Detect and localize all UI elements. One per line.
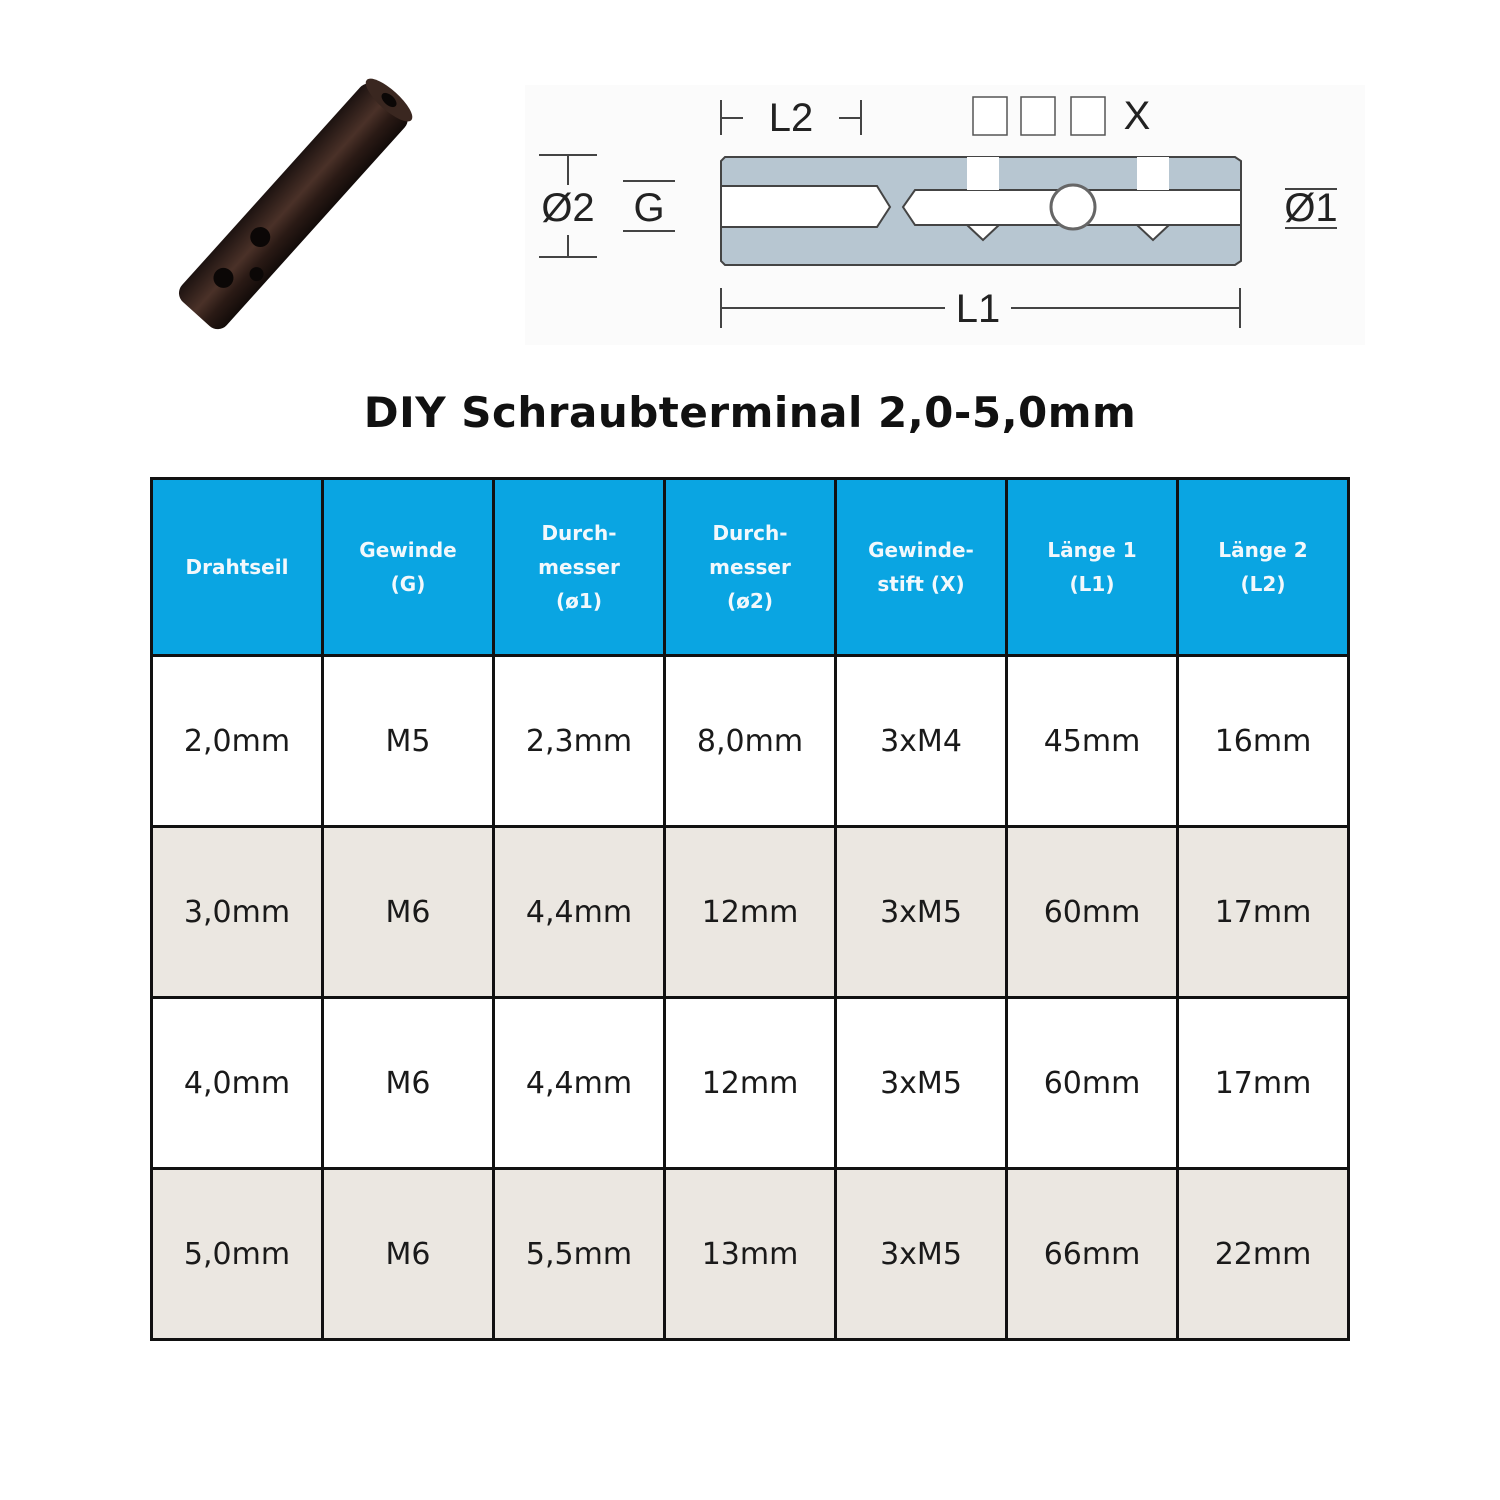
table-row bbox=[152, 1169, 1349, 1340]
table-cell: M6 bbox=[323, 1169, 494, 1340]
column-header-line: Drahtseil bbox=[185, 555, 289, 579]
table-cell: 8,0mm bbox=[665, 656, 836, 827]
table-cell: 17mm bbox=[1178, 827, 1349, 998]
table-row bbox=[152, 827, 1349, 998]
column-header-line: Länge 1 bbox=[1047, 538, 1137, 562]
table-cell: 22mm bbox=[1178, 1169, 1349, 1340]
column-header-line: (L1) bbox=[1069, 572, 1115, 596]
table-cell: 3xM5 bbox=[836, 827, 1007, 998]
column-header-line: Gewinde- bbox=[868, 538, 974, 562]
table-cell: 12mm bbox=[665, 998, 836, 1169]
column-header bbox=[836, 479, 1007, 656]
label-d2: Ø2 bbox=[541, 186, 595, 230]
column-header-line: stift (X) bbox=[877, 572, 965, 596]
column-header bbox=[152, 479, 323, 656]
column-header-line: Länge 2 bbox=[1218, 538, 1308, 562]
column-header bbox=[323, 479, 494, 656]
table-cell: 66mm bbox=[1007, 1169, 1178, 1340]
table-cell: 4,0mm bbox=[152, 998, 323, 1169]
column-header-line: (G) bbox=[390, 572, 426, 596]
table-cell: M5 bbox=[323, 656, 494, 827]
column-header-line: Durch- bbox=[712, 521, 788, 545]
table-cell: M6 bbox=[323, 998, 494, 1169]
table-cell: 5,5mm bbox=[494, 1169, 665, 1340]
label-l1: L1 bbox=[955, 287, 1001, 331]
column-header-line: (ø1) bbox=[556, 589, 602, 613]
column-header-line: Durch- bbox=[541, 521, 617, 545]
label-d1: Ø1 bbox=[1284, 186, 1338, 230]
table-cell: M6 bbox=[323, 827, 494, 998]
table-cell: 16mm bbox=[1178, 656, 1349, 827]
table-cell: 17mm bbox=[1178, 998, 1349, 1169]
label-g: G bbox=[633, 186, 665, 230]
table-cell: 5,0mm bbox=[152, 1169, 323, 1340]
table-row bbox=[152, 998, 1349, 1169]
spec-table bbox=[150, 477, 1350, 1341]
label-x: X bbox=[1123, 94, 1151, 138]
table-cell: 45mm bbox=[1007, 656, 1178, 827]
column-header bbox=[1007, 479, 1178, 656]
table-header-row bbox=[152, 479, 1349, 656]
column-header bbox=[665, 479, 836, 656]
label-l2: L2 bbox=[768, 96, 814, 140]
column-header bbox=[494, 479, 665, 656]
table-cell: 4,4mm bbox=[494, 827, 665, 998]
table-cell: 60mm bbox=[1007, 827, 1178, 998]
column-header-line: messer bbox=[538, 555, 620, 579]
page-title: DIY Schraubterminal 2,0-5,0mm bbox=[363, 388, 1137, 437]
table-cell: 3xM5 bbox=[836, 998, 1007, 1169]
column-header-line: messer bbox=[709, 555, 791, 579]
product-photo bbox=[130, 60, 450, 360]
column-header bbox=[1178, 479, 1349, 656]
table-cell: 3xM4 bbox=[836, 656, 1007, 827]
table-cell: 2,3mm bbox=[494, 656, 665, 827]
table-cell: 2,0mm bbox=[152, 656, 323, 827]
table-cell: 13mm bbox=[665, 1169, 836, 1340]
table-cell: 60mm bbox=[1007, 998, 1178, 1169]
table-cell: 12mm bbox=[665, 827, 836, 998]
table-row bbox=[152, 656, 1349, 827]
table-cell: 3,0mm bbox=[152, 827, 323, 998]
table-cell: 3xM5 bbox=[836, 1169, 1007, 1340]
column-header-line: Gewinde bbox=[359, 538, 457, 562]
column-header-line: (ø2) bbox=[727, 589, 773, 613]
technical-drawing bbox=[525, 85, 1365, 345]
column-header-line: (L2) bbox=[1240, 572, 1286, 596]
table-cell: 4,4mm bbox=[494, 998, 665, 1169]
